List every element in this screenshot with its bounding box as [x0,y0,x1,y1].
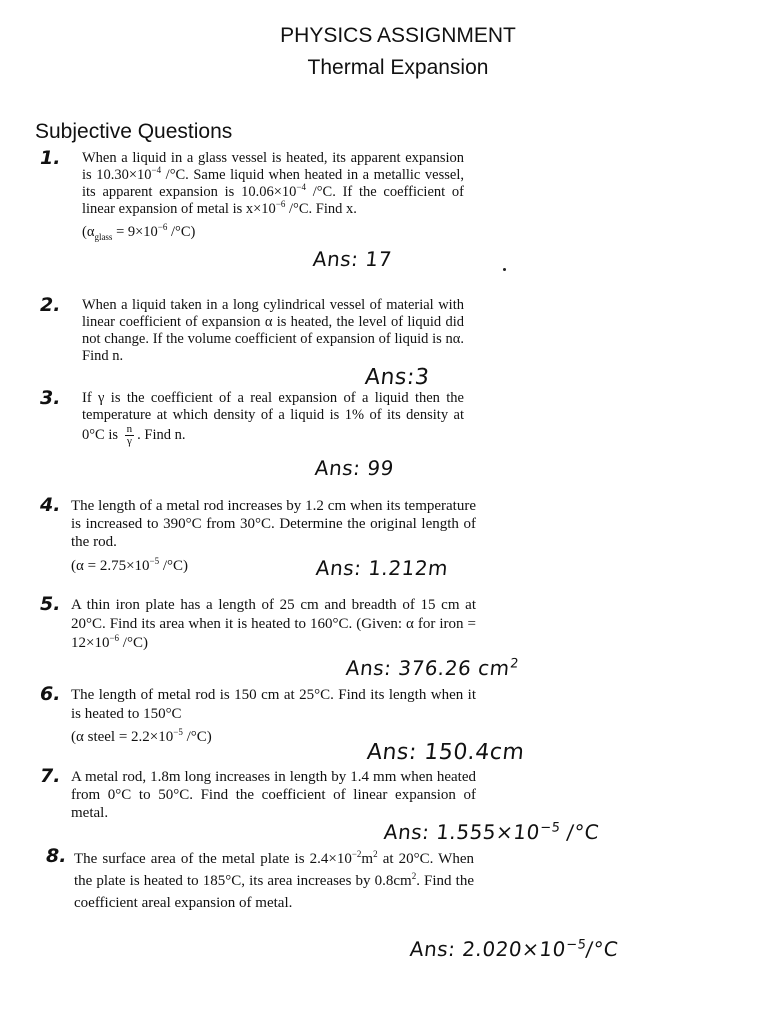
question-number: 2. [40,294,61,316]
question-text: A metal rod, 1.8m long increases in length by 1.4 mm when heated from 0°C to 50°C. Find the coefficient of linear expansion of metal. [71,769,476,821]
question-number: 4. [40,494,61,516]
question-1 [40,147,464,242]
answer-5: Ans: 376.26 $cm^2$ [344,656,520,680]
question-number: 7. [40,765,61,787]
question-text: The length of metal rod is 150 cm at 25°C. Find its length when it is heated to 150°C (α steel = $2.2\times 10^{-5}$ /°C) [71,687,476,745]
question-text: The length of a metal rod increases by 1.2 cm when its temperature is increased to 390°C from 30°C. Determine the original length of the rod. ($\alpha = 2.75\times 10^{-5}$ /°C) [71,498,476,574]
answer-1: Ans: 17 [311,247,394,271]
question-number: 1. [40,147,61,169]
question-text: A thin iron plate has a length of 25 cm and breadth of 15 cm at 20°C. Find its area when it is heated to 160°C. (Given: α for iron = $12\times 10^{-6}$ /°C) [71,597,476,651]
question-2 [40,294,464,365]
question-text: When a liquid in a glass vessel is heated, its apparent expansion is $10.30\times 10^{-4}$ /°C. Same liquid when heated in a metallic vessel, its apparent expansion is $10.06\times 10^{-4}$ /°C. If the coefficient of linear expansion of metal is $x\times 10^{-6}$ /°C. Find x. ($\alpha_{glass} = 9\times 10^{-6}$ /°C) [82,150,464,242]
stray-dot [503,268,506,271]
answer-3: Ans: 99 [313,456,396,480]
question-3 [40,387,464,447]
question-number: 8. [46,845,67,867]
answer-8: Ans: $2.020\times 10^{-5}/^\circ C$ [408,937,620,961]
question-text: The surface area of the metal plate is $2.4\times 10^{-2}m^2$ at 20°C. When the plate is heated to 185°C, its area increases by $0.8cm^2$. Find the coefficient areal expansion of metal. [74,849,474,911]
answer-6: Ans: 150.4cm [365,740,526,765]
fraction: $\frac{n}{\gamma}$ [126,423,133,447]
question-number: 3. [40,387,61,409]
question-number: 6. [40,683,61,705]
question-7 [40,765,476,822]
question-text: If γ is the coefficient of a real expansion of a liquid then the temperature at which density of a liquid is 1% of its density at 0°C is $\frac{n}{\gamma}$ . Find n. [82,390,464,447]
answer-2: Ans:3 [363,365,431,390]
answer-4: Ans: 1.212m [314,556,450,580]
answer-7: Ans: $1.555\times 10^{-5}$ /°C [382,820,601,844]
page-subtitle: Thermal Expansion [307,56,489,79]
question-8 [40,845,476,914]
page-title: PHYSICS ASSIGNMENT [280,24,516,47]
question-text: When a liquid taken in a long cylindrical vessel of material with linear coefficient of expansion α is heated, the level of liquid did not change. If the volume coefficient of expansion of liquid is nα. Find n. [82,297,464,364]
question-6 [40,683,476,747]
section-heading: Subjective Questions [35,120,233,143]
question-number: 5. [40,593,61,615]
question-5 [40,593,476,653]
